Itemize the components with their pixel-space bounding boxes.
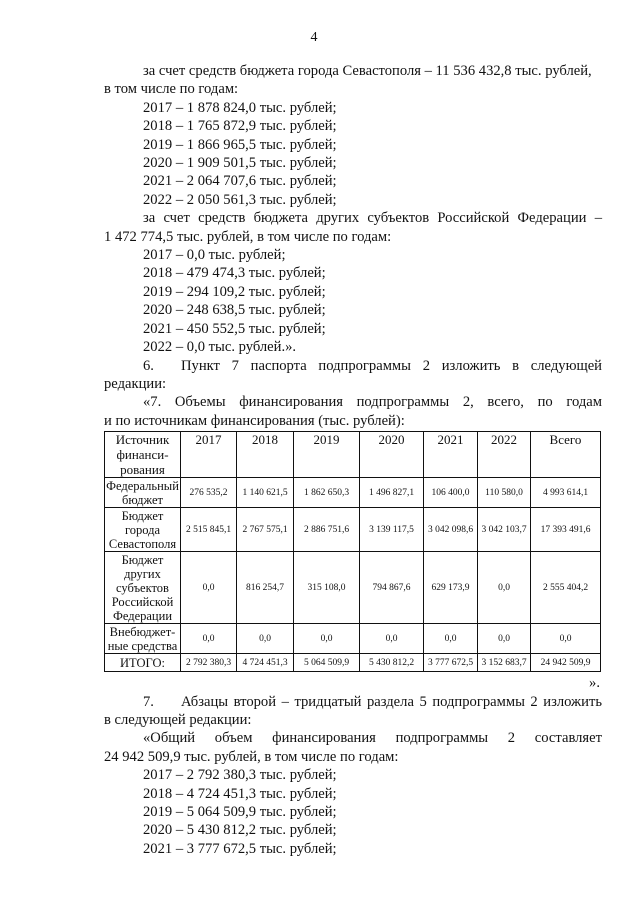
list-item: 2021 – 450 552,5 тыс. рублей;	[143, 320, 326, 337]
table-cell: 629 173,9	[424, 552, 478, 624]
table-row	[105, 508, 601, 552]
table-cell: 2 767 575,1	[237, 508, 294, 552]
header-total: Всего	[531, 432, 601, 478]
table-close-quote: ».	[589, 675, 600, 692]
table-cell: 0,0	[424, 624, 478, 654]
sevastopol-intro-line1: за счет средств бюджета города Севастополя – 11 536 432,8 тыс. рублей,	[143, 63, 592, 79]
header-year: 2020	[360, 432, 424, 478]
table-row	[105, 624, 601, 654]
page-number: 4	[310, 30, 318, 45]
list-item: 2021 – 3 777 672,5 тыс. рублей;	[143, 840, 337, 857]
other-subjects-years-list	[104, 246, 602, 356]
list-item: 2019 – 1 866 965,5 тыс. рублей;	[143, 136, 337, 153]
header-year: 2021	[424, 432, 478, 478]
table-cell: 106 400,0	[424, 478, 478, 508]
table-cell: 816 254,7	[237, 552, 294, 624]
other-subjects-intro-line1: за счет средств бюджета других субъектов Российской Федерации –	[143, 210, 602, 227]
table-cell: 0,0	[478, 552, 531, 624]
list-item: 2021 – 2 064 707,6 тыс. рублей;	[143, 173, 337, 190]
row-label: Федеральный бюджет	[106, 478, 179, 507]
table-cell: 3 777 672,5	[424, 654, 478, 672]
item-6-line2: редакции:	[104, 375, 167, 392]
row-label: ИТОГО:	[105, 654, 181, 672]
item-7-text: Абзацы второй – тридцатый раздела 5 подпрограммы 2 изложить	[181, 693, 602, 710]
table-cell: 4 993 614,1	[531, 478, 601, 508]
header-year: 2018	[237, 432, 294, 478]
table-cell: 3 042 098,6	[424, 508, 478, 552]
financing-table	[104, 431, 601, 672]
list-item: 2017 – 1 878 824,0 тыс. рублей;	[143, 99, 337, 116]
header-year: 2019	[294, 432, 360, 478]
table-cell: 3 152 683,7	[478, 654, 531, 672]
table-cell: 1 862 650,3	[294, 478, 360, 508]
table-cell: 0,0	[181, 552, 237, 624]
table-cell: 2 886 751,6	[294, 508, 360, 552]
other-subjects-intro-line2: 1 472 774,5 тыс. рублей, в том числе по годам:	[104, 228, 392, 245]
table-cell: 1 496 827,1	[360, 478, 424, 508]
quote-7-line1: «7. Объемы финансирования подпрограммы 2, всего, по годам	[143, 394, 602, 411]
table-cell: 3 042 103,7	[478, 508, 531, 552]
list-item: 2019 – 294 109,2 тыс. рублей;	[143, 283, 326, 300]
table-cell: 794 867,6	[360, 552, 424, 624]
table-cell: 2 555 404,2	[531, 552, 601, 624]
table-header-row	[105, 432, 601, 478]
list-item: 2018 – 479 474,3 тыс. рублей;	[143, 265, 326, 282]
table-cell: 0,0	[237, 624, 294, 654]
table-row	[105, 478, 601, 508]
list-item: 2017 – 2 792 380,3 тыс. рублей;	[143, 767, 337, 784]
table-cell: 0,0	[478, 624, 531, 654]
list-item: 2017 – 0,0 тыс. рублей;	[143, 247, 286, 264]
table-cell: 0,0	[360, 624, 424, 654]
item-6-number: 6.	[143, 357, 154, 374]
table-cell: 2 515 845,1	[181, 508, 237, 552]
row-label: Бюджет других субъектов Российской Федерации	[105, 552, 181, 624]
table-row	[105, 552, 601, 624]
item-7-line2: в следующей редакции:	[104, 711, 252, 728]
total-years-list	[104, 766, 602, 858]
header-year: 2022	[478, 432, 531, 478]
list-item: 2022 – 0,0 тыс. рублей.».	[143, 339, 297, 356]
table-cell: 4 724 451,3	[237, 654, 294, 672]
total-intro-line2: 24 942 509,9 тыс. рублей, в том числе по годам:	[104, 748, 399, 765]
item-6-text: Пункт 7 паспорта подпрограммы 2 изложить в следующей	[181, 357, 602, 374]
table-cell: 0,0	[531, 624, 601, 654]
list-item: 2018 – 1 765 872,9 тыс. рублей;	[143, 118, 337, 135]
table-cell: 5 064 509,9	[294, 654, 360, 672]
table-cell: 17 393 491,6	[531, 508, 601, 552]
header-year: 2017	[181, 432, 237, 478]
table-cell: 276 535,2	[181, 478, 237, 508]
item-7-line1	[104, 693, 602, 711]
document-body	[104, 62, 602, 858]
list-item: 2020 – 5 430 812,2 тыс. рублей;	[143, 822, 337, 839]
list-item: 2018 – 4 724 451,3 тыс. рублей;	[143, 785, 337, 802]
table-cell: 315 108,0	[294, 552, 360, 624]
table-total-row	[105, 654, 601, 672]
list-item: 2019 – 5 064 509,9 тыс. рублей;	[143, 803, 337, 820]
list-item: 2022 – 2 050 561,3 тыс. рублей;	[143, 191, 337, 208]
list-item: 2020 – 1 909 501,5 тыс. рублей;	[143, 155, 337, 172]
table-cell: 110 580,0	[478, 478, 531, 508]
sevastopol-years-list	[104, 99, 602, 209]
item-6-line1	[104, 357, 602, 375]
item-7-number: 7.	[143, 693, 154, 710]
row-label: Бюджет города Севастополя	[105, 508, 181, 552]
header-source: Источник финанси-рования	[105, 432, 181, 478]
quote-7-line2: и по источникам финансирования (тыс. рублей):	[104, 412, 405, 429]
table-cell: 5 430 812,2	[360, 654, 424, 672]
sevastopol-intro-line2: в том числе по годам:	[104, 81, 239, 98]
table-cell: 24 942 509,9	[531, 654, 601, 672]
table-cell: 0,0	[294, 624, 360, 654]
table-cell: 2 792 380,3	[181, 654, 237, 672]
total-intro-line1: «Общий объем финансирования подпрограммы 2 составляет	[143, 730, 602, 747]
table-cell: 3 139 117,5	[360, 508, 424, 552]
table-cell: 0,0	[181, 624, 237, 654]
row-label: Внебюджет-ные средства	[105, 624, 181, 654]
list-item: 2020 – 248 638,5 тыс. рублей;	[143, 302, 326, 319]
table-cell: 1 140 621,5	[237, 478, 294, 508]
